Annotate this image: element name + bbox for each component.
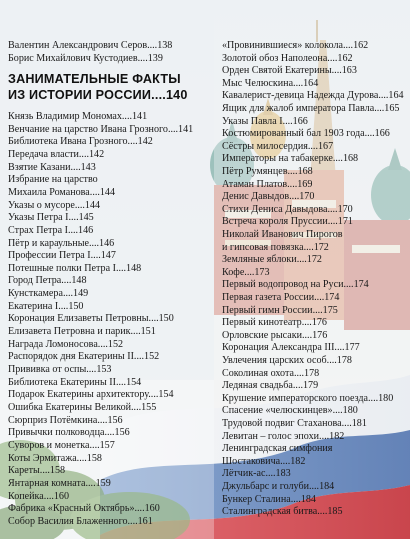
- list-item[interactable]: Князь Владимир Мономах....141: [8, 111, 148, 122]
- list-item[interactable]: Венчание на царство Ивана Грозного....141: [8, 123, 194, 135]
- list-item[interactable]: Мыс Челюскина....164: [222, 77, 319, 89]
- list-item[interactable]: Михаила Романова....144: [8, 186, 116, 198]
- list-item[interactable]: Денис Давыдов....170: [222, 191, 315, 203]
- list-item[interactable]: Трудовой подвиг Стаханова....181: [222, 418, 367, 429]
- list-item[interactable]: Награда Ломоносова....152: [8, 338, 124, 350]
- list-item[interactable]: Коты Эрмитажа....158: [8, 452, 102, 464]
- list-item[interactable]: Страх Петра I....146: [8, 224, 94, 236]
- list-item[interactable]: Кавалерист-девица Надежда Дурова....164: [222, 90, 404, 102]
- list-item[interactable]: Первый гимн России....175: [222, 304, 338, 316]
- list-item[interactable]: Увлечения царских особ....178: [222, 355, 352, 366]
- list-item[interactable]: «Провинившиеся» колокола....162: [222, 40, 369, 51]
- list-item[interactable]: Бункер Сталина....184: [222, 493, 316, 505]
- list-item[interactable]: Левитан – голос эпохи....182: [222, 430, 345, 442]
- list-item[interactable]: Город Петра....148: [8, 275, 87, 287]
- list-item[interactable]: Ленинградская симфония: [222, 443, 333, 455]
- list-item[interactable]: Подарок Екатерины архитектору....154: [8, 389, 174, 401]
- list-item[interactable]: Пётр и караульные....146: [8, 237, 115, 249]
- list-item[interactable]: Избрание на царство: [8, 174, 98, 186]
- list-item[interactable]: Привычки полководца....156: [8, 427, 130, 439]
- list-item[interactable]: Указы о мусоре....144: [8, 199, 101, 211]
- list-item[interactable]: Фабрика «Красный Октябрь»....160: [8, 503, 160, 515]
- list-item[interactable]: Сюрприз Потёмкина....156: [8, 414, 123, 426]
- list-item[interactable]: Спасение «челюскинцев»....180: [222, 405, 358, 417]
- list-item[interactable]: Сталинградская битва....185: [222, 506, 343, 518]
- list-item[interactable]: Шостаковича....182: [222, 455, 306, 467]
- list-item[interactable]: Земляные яблоки....172: [222, 254, 322, 266]
- list-item[interactable]: Указы Петра I....145: [8, 212, 94, 224]
- list-item[interactable]: Ледяная свадьба....179: [222, 380, 319, 392]
- list-item[interactable]: и гипсовая повязка....172: [222, 241, 329, 253]
- list-item[interactable]: Копейка....160: [8, 490, 70, 502]
- list-item[interactable]: Атаман Платов....169: [222, 178, 313, 190]
- list-item[interactable]: Крушение императорского поезда....180: [222, 392, 394, 404]
- list-item[interactable]: Императоры на табакерке....168: [222, 153, 359, 165]
- list-item[interactable]: Распорядок дня Екатерины II....152: [8, 351, 160, 363]
- list-item[interactable]: Николай Иванович Пирогов: [222, 229, 343, 240]
- list-item[interactable]: Передача власти....142: [8, 148, 105, 160]
- list-item[interactable]: Взятие Казани....143: [8, 161, 96, 173]
- list-item[interactable]: Коронация Елизаветы Петровны....150: [8, 313, 174, 325]
- list-item[interactable]: Соколиная охота....178: [222, 367, 320, 379]
- list-item[interactable]: Первый водопровод на Руси....174: [222, 279, 369, 291]
- list-item[interactable]: Встреча короля Пруссии....171: [222, 216, 353, 228]
- list-item[interactable]: Орловские рысаки....176: [222, 329, 328, 341]
- list-item[interactable]: Янтарная комната....159: [8, 477, 111, 489]
- list-item[interactable]: Коронация Александра III....177: [222, 342, 360, 354]
- list-item[interactable]: Джульбарс и голуби....184: [222, 481, 335, 492]
- list-item[interactable]: Прививка от оспы....153: [8, 364, 112, 375]
- list-item[interactable]: Первая газета России....174: [222, 292, 340, 303]
- list-item[interactable]: Орден Святой Екатерины....163: [222, 65, 357, 77]
- list-item[interactable]: Собор Василия Блаженного....161: [8, 515, 153, 527]
- list-item[interactable]: Первый кинотеатр....176: [222, 317, 327, 329]
- list-item[interactable]: Ящик для жалоб императора Павла....165: [222, 103, 400, 114]
- list-item[interactable]: Сёстры милосердия....167: [222, 140, 334, 152]
- list-item[interactable]: Стихи Дениса Давыдова....170: [222, 203, 353, 215]
- list-item[interactable]: Потешные полки Петра I....148: [8, 262, 142, 274]
- list-item[interactable]: Кофе....173: [222, 266, 270, 278]
- list-item[interactable]: Лётчик-ас....183: [222, 468, 291, 480]
- list-item[interactable]: Библиотека Екатерины II....154: [8, 376, 142, 388]
- list-item[interactable]: Екатерина I....150: [8, 300, 84, 312]
- list-item[interactable]: Указы Павла I....166: [222, 115, 308, 127]
- list-item[interactable]: Библиотека Ивана Грозного....142: [8, 136, 153, 148]
- list-item[interactable]: Валентин Александрович Серов....138: [8, 40, 173, 51]
- list-item[interactable]: Елизавета Петровна и парик....151: [8, 326, 156, 338]
- list-item[interactable]: Профессии Петра I....147: [8, 250, 116, 262]
- section-heading-line2[interactable]: ИЗ ИСТОРИИ РОССИИ....140: [8, 88, 188, 102]
- list-item[interactable]: Ошибка Екатерины Великой....155: [8, 401, 157, 413]
- list-item[interactable]: Пётр Румянцев....168: [222, 166, 313, 177]
- list-item[interactable]: Борис Михайлович Кустодиев....139: [8, 52, 163, 64]
- section-heading: [8, 71, 188, 103]
- list-item[interactable]: Кареты....158: [8, 465, 66, 477]
- list-item[interactable]: Костюмированный бал 1903 года....166: [222, 128, 390, 140]
- list-item[interactable]: Кунсткамера....149: [8, 288, 89, 300]
- list-item[interactable]: Золотой обоз Наполеона....162: [222, 52, 353, 64]
- section-heading-line1: ЗАНИМАТЕЛЬНЫЕ ФАКТЫ: [8, 72, 181, 86]
- list-item[interactable]: Суворов и монетка....157: [8, 439, 115, 451]
